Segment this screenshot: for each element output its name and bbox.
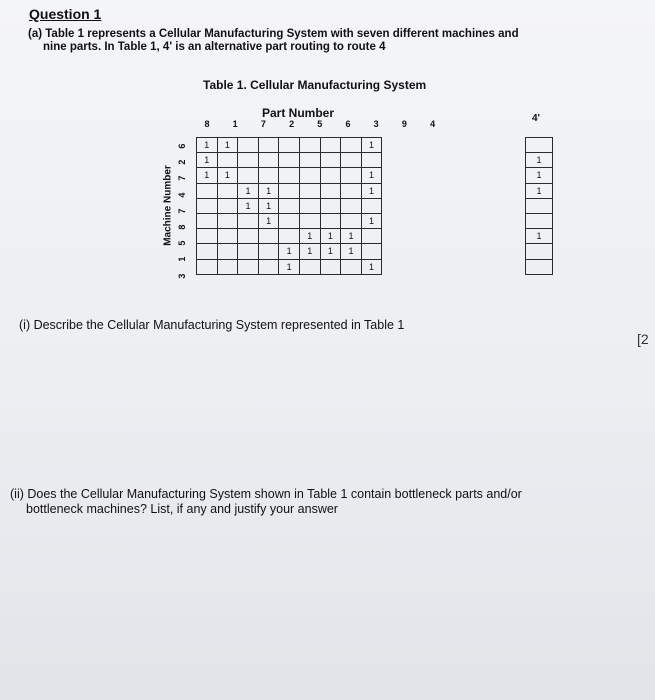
matrix-cell: 1	[217, 168, 238, 183]
part-number-header: Part Number	[262, 106, 335, 120]
matrix-cell	[299, 259, 320, 274]
matrix-cell	[299, 153, 320, 168]
part-number-7: 9	[401, 119, 407, 129]
matrix-cell	[320, 168, 341, 183]
alt-route-label: 4'	[532, 113, 540, 124]
matrix-cell	[197, 229, 218, 244]
matrix-cell	[258, 259, 279, 274]
machine-number-labels	[176, 138, 188, 284]
alt-row	[526, 198, 553, 213]
matrix-row	[197, 168, 382, 183]
alt-row	[526, 138, 553, 153]
matrix-cell	[279, 138, 300, 153]
matrix-cell	[238, 138, 259, 153]
matrix-cell	[258, 229, 279, 244]
matrix-cell	[320, 259, 341, 274]
part-number-5: 6	[345, 119, 351, 129]
matrix-cell: 1	[197, 138, 218, 153]
matrix-cell	[320, 183, 341, 198]
matrix-cell: 1	[279, 244, 300, 259]
part-number-6: 3	[373, 119, 379, 129]
alt-cell: 1	[526, 183, 553, 198]
matrix-cell	[320, 138, 341, 153]
part-number-0: 8	[204, 119, 210, 129]
matrix-row	[197, 213, 382, 228]
matrix-cell	[238, 168, 259, 183]
matrix-cell	[341, 259, 362, 274]
alt-cell	[526, 213, 553, 228]
question-title: Question 1	[29, 6, 102, 22]
matrix-cell	[197, 198, 218, 213]
alt-cell	[526, 244, 553, 259]
matrix-cell	[217, 259, 238, 274]
matrix-cell	[197, 259, 218, 274]
part-number-1: 1	[232, 119, 238, 129]
matrix-cell: 1	[361, 259, 382, 274]
matrix-cell	[279, 229, 300, 244]
marks-label: [2	[637, 331, 649, 347]
matrix-cell	[238, 244, 259, 259]
alt-cell: 1	[526, 153, 553, 168]
matrix-cell	[341, 183, 362, 198]
machine-number-0: 6	[176, 143, 187, 149]
matrix-cell	[279, 213, 300, 228]
machine-number-6: 5	[176, 240, 187, 246]
matrix-cell: 1	[361, 168, 382, 183]
matrix-cell	[238, 213, 259, 228]
matrix-cell	[279, 183, 300, 198]
matrix-cell	[299, 138, 320, 153]
part-number-4: 5	[317, 119, 323, 129]
matrix-cell	[299, 183, 320, 198]
matrix-cell	[341, 168, 362, 183]
incidence-matrix	[196, 137, 382, 275]
part-number-2: 7	[260, 119, 266, 129]
machine-number-7: 1	[176, 256, 187, 262]
matrix-cell: 1	[238, 183, 259, 198]
matrix-cell	[320, 198, 341, 213]
matrix-cell: 1	[197, 168, 218, 183]
alt-cell: 1	[526, 168, 553, 183]
intro-line-1: (a) Table 1 represents a Cellular Manufacturing System with seven different machines and	[28, 28, 519, 40]
matrix-row	[197, 153, 382, 168]
alt-cell	[526, 259, 553, 274]
matrix-cell	[279, 153, 300, 168]
matrix-cell	[341, 153, 362, 168]
matrix-row	[197, 198, 382, 213]
question-intro	[28, 28, 628, 54]
matrix-cell	[341, 213, 362, 228]
matrix-cell	[217, 198, 238, 213]
matrix-cell: 1	[320, 244, 341, 259]
alt-row	[526, 213, 553, 228]
matrix-row	[197, 259, 382, 274]
matrix-cell: 1	[361, 138, 382, 153]
matrix-cell: 1	[361, 213, 382, 228]
question-i: (i) Describe the Cellular Manufacturing System represented in Table 1	[19, 318, 405, 332]
machine-number-5: 8	[176, 224, 187, 230]
matrix-cell	[197, 183, 218, 198]
question-ii-line-1: (ii) Does the Cellular Manufacturing System shown in Table 1 contain bottleneck parts and/or	[10, 487, 522, 501]
matrix-cell	[217, 153, 238, 168]
matrix-cell	[217, 213, 238, 228]
matrix-cell	[258, 168, 279, 183]
machine-number-1: 2	[176, 159, 187, 165]
matrix-cell	[258, 244, 279, 259]
matrix-row	[197, 229, 382, 244]
question-ii-line-2: bottleneck machines? List, if any and justify your answer	[26, 502, 338, 516]
matrix-cell	[197, 213, 218, 228]
matrix-cell	[361, 153, 382, 168]
alt-cell	[526, 198, 553, 213]
matrix-cell	[361, 244, 382, 259]
matrix-cell: 1	[238, 198, 259, 213]
alt-route-column	[525, 137, 553, 275]
matrix-cell: 1	[341, 244, 362, 259]
table-title: Table 1. Cellular Manufacturing System	[203, 78, 427, 92]
matrix-cell	[217, 229, 238, 244]
matrix-cell: 1	[341, 229, 362, 244]
alt-row	[526, 168, 553, 183]
question-ii	[10, 487, 655, 517]
matrix-cell	[197, 244, 218, 259]
matrix-cell: 1	[258, 213, 279, 228]
matrix-cell	[217, 244, 238, 259]
matrix-cell	[320, 213, 341, 228]
matrix-cell	[279, 168, 300, 183]
machine-number-3: 4	[176, 192, 187, 198]
alt-row	[526, 259, 553, 274]
alt-row	[526, 229, 553, 244]
matrix-cell: 1	[299, 244, 320, 259]
matrix-cell: 1	[258, 183, 279, 198]
matrix-cell	[341, 138, 362, 153]
machine-number-label: Machine Number	[162, 165, 174, 246]
matrix-cell	[320, 153, 341, 168]
matrix-cell	[258, 138, 279, 153]
part-number-8: 4	[430, 119, 436, 129]
matrix-row	[197, 183, 382, 198]
matrix-cell: 1	[361, 183, 382, 198]
machine-number-2: 7	[176, 175, 187, 181]
matrix-cell: 1	[217, 138, 238, 153]
matrix-cell	[258, 153, 279, 168]
matrix-cell	[217, 183, 238, 198]
matrix-cell: 1	[258, 198, 279, 213]
matrix-cell	[238, 153, 259, 168]
machine-number-4: 7	[176, 208, 187, 214]
matrix-cell	[299, 198, 320, 213]
matrix-cell: 1	[279, 259, 300, 274]
matrix-cell	[341, 198, 362, 213]
matrix-cell: 1	[320, 229, 341, 244]
matrix-cell	[279, 198, 300, 213]
part-number-3: 2	[289, 119, 295, 129]
alt-row	[526, 244, 553, 259]
alt-row	[526, 153, 553, 168]
matrix-cell: 1	[299, 229, 320, 244]
matrix-cell: 1	[197, 153, 218, 168]
machine-number-8: 3	[176, 273, 187, 279]
matrix-cell	[361, 229, 382, 244]
alt-cell	[526, 138, 553, 153]
alt-cell: 1	[526, 229, 553, 244]
matrix-row	[197, 244, 382, 259]
matrix-cell	[299, 168, 320, 183]
matrix-row	[197, 138, 382, 153]
intro-line-2: nine parts. In Table 1, 4' is an alternative part routing to route 4	[43, 41, 386, 53]
matrix-cell	[361, 198, 382, 213]
alt-row	[526, 183, 553, 198]
matrix-cell	[299, 213, 320, 228]
matrix-cell	[238, 259, 259, 274]
matrix-cell	[238, 229, 259, 244]
